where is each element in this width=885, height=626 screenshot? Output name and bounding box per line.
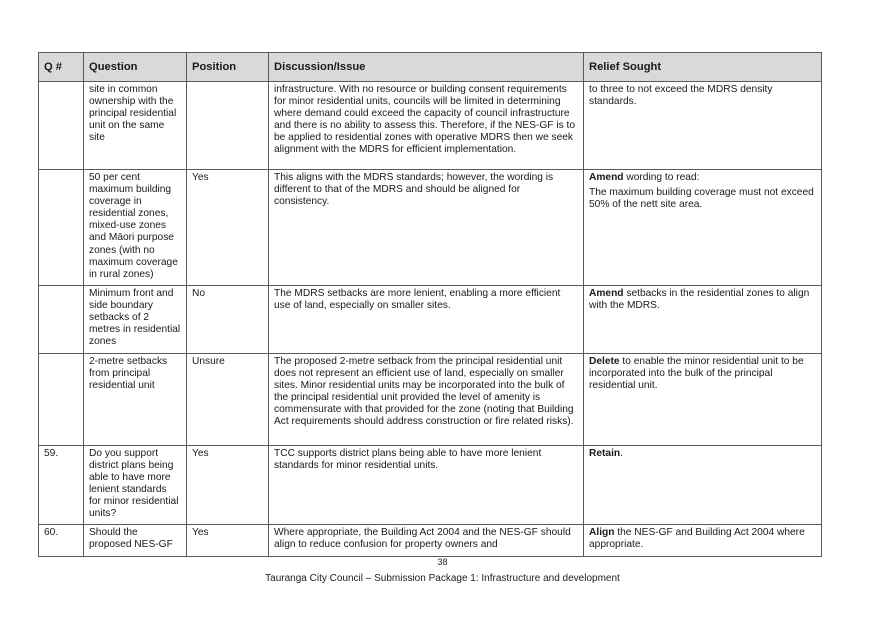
relief-text: setbacks in the residential zones to align with the MDRS. [589, 288, 810, 312]
relief-quoted-wording: The maximum building coverage must not exceed 50% of the nett site area. [589, 187, 814, 211]
cell-position: Yes [187, 170, 269, 286]
page-footer: Tauranga City Council – Submission Package 1: Infrastructure and development [265, 573, 620, 584]
table-header-row [39, 53, 822, 82]
header-relief-sought: Relief Sought [584, 53, 822, 82]
cell-discussion: Where appropriate, the Building Act 2004 and the NES-GF should align to reduce confusion for property owners and [269, 525, 584, 557]
relief-text: to enable the minor residential unit to be incorporated into the bulk of the principal residential unit. [589, 356, 804, 392]
cell-relief-sought [584, 446, 822, 525]
cell-discussion: This aligns with the MDRS standards; however, the wording is different to that of the MDRS and should be aligned for consistency. [269, 170, 584, 286]
cell-relief-sought [584, 286, 822, 354]
header-position: Position [187, 53, 269, 82]
header-question: Question [84, 53, 187, 82]
cell-discussion: The proposed 2-metre setback from the principal residential unit does not represent an efficient use of land, especially on smaller sites. Minor residential units may be incorporated into the bulk of the principal residential unit provided the level of amenity is commensurate with that provided for the zone (noting that Building Act requirements should address construction or fire related risks). [269, 354, 584, 446]
relief-keyword: Align [589, 527, 615, 538]
cell-q-number: 59. [39, 446, 84, 525]
relief-text: wording to read: [623, 172, 700, 183]
cell-relief-sought [584, 170, 822, 286]
cell-relief-sought [584, 82, 822, 170]
table-row [39, 170, 822, 286]
cell-relief-sought [584, 525, 822, 557]
cell-question: Should the proposed NES-GF [84, 525, 187, 557]
cell-position: No [187, 286, 269, 354]
cell-discussion: TCC supports district plans being able to have more lenient standards for minor residential units. [269, 446, 584, 525]
cell-question: Do you support district plans being able to have more lenient standards for minor residential units? [84, 446, 187, 525]
cell-question: Minimum front and side boundary setbacks of 2 metres in residential zones [84, 286, 187, 354]
relief-text: . [620, 448, 623, 459]
cell-question: 50 per cent maximum building coverage in residential zones, mixed-use zones and Māori purpose zones (with no maximum coverage in rural zones) [84, 170, 187, 286]
relief-keyword: Amend [589, 172, 624, 183]
relief-keyword: Delete [589, 356, 620, 367]
cell-discussion: The MDRS setbacks are more lenient, enabling a more efficient use of land, especially on smaller sites. [269, 286, 584, 354]
relief-text: the NES-GF and Building Act 2004 where appropriate. [589, 527, 805, 551]
relief-text: to three to not exceed the MDRS density standards. [589, 84, 773, 108]
header-discussion: Discussion/Issue [269, 53, 584, 82]
cell-position [187, 82, 269, 170]
table-row [39, 82, 822, 170]
cell-position: Yes [187, 446, 269, 525]
table-row [39, 446, 822, 525]
relief-keyword: Retain [589, 448, 621, 459]
cell-relief-sought [584, 354, 822, 446]
cell-position: Unsure [187, 354, 269, 446]
table-row [39, 354, 822, 446]
cell-q-number [39, 286, 84, 354]
cell-position: Yes [187, 525, 269, 557]
cell-q-number: 60. [39, 525, 84, 557]
cell-question: 2-metre setbacks from principal residential unit [84, 354, 187, 446]
cell-q-number [39, 170, 84, 286]
cell-discussion: infrastructure. With no resource or building consent requirements for minor residential units, councils will be limited in determining where demand could exceed the capacity of council infrastructure and there is no ability to assess this. Therefore, if the NES-GF is to be applied to residential zones with operative MDRS then we seek alignment with the MDRS for efficient implementation. [269, 82, 584, 170]
table-row [39, 525, 822, 557]
relief-keyword: Amend [589, 288, 624, 299]
cell-q-number [39, 354, 84, 446]
table-row [39, 286, 822, 354]
cell-question: site in common ownership with the principal residential unit on the same site [84, 82, 187, 170]
submission-table [38, 52, 822, 557]
page-number: 38 [437, 557, 448, 567]
header-q-number: Q # [39, 53, 84, 82]
cell-q-number [39, 82, 84, 170]
